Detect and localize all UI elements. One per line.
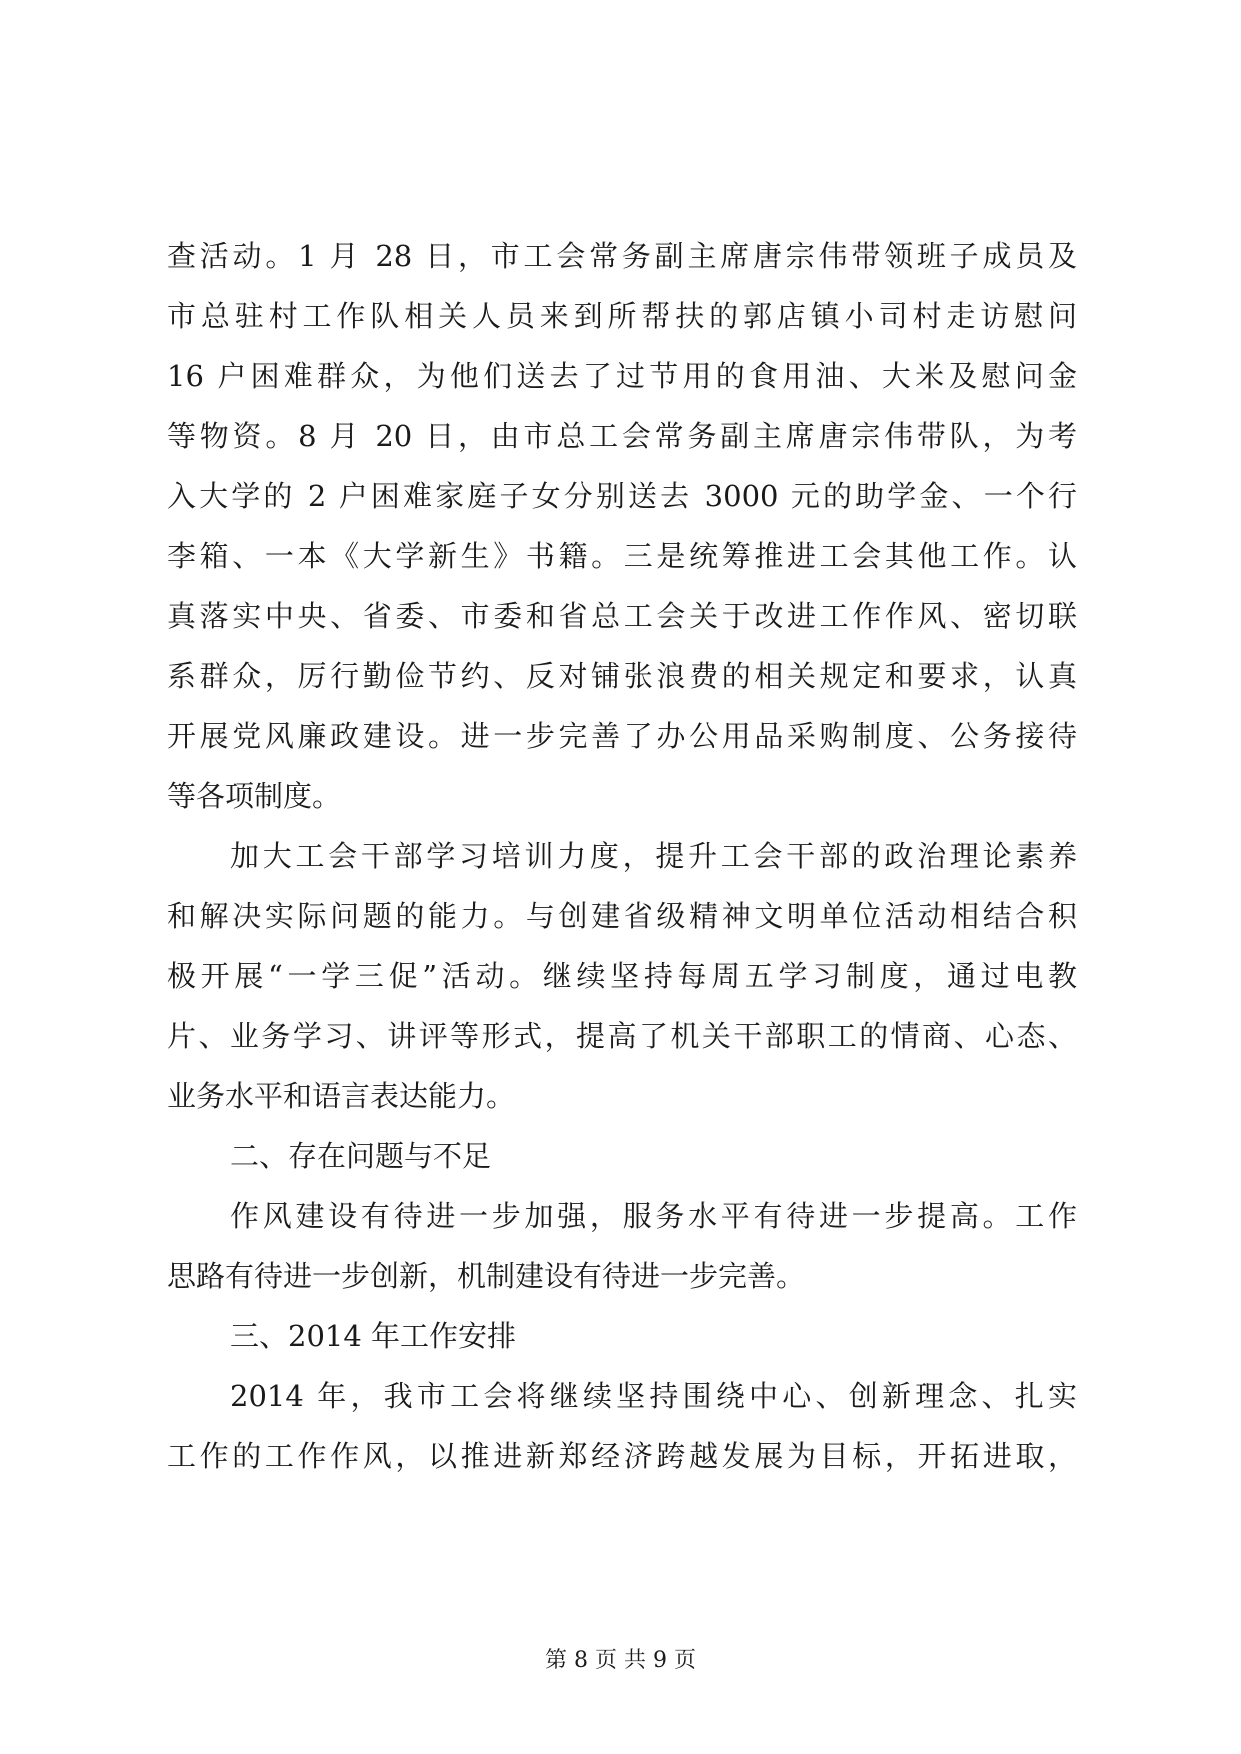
page-number-footer: 第 8 页 共 9 页 (545, 1648, 696, 1673)
section-heading: 二、存在问题与不足 (230, 1139, 492, 1173)
text-line: 16 户困难群众，为他们送去了过节用的食用油、大米及慰问金 (167, 359, 1077, 393)
text-line: 入大学的 2 户困难家庭子女分别送去 3000 元的助学金、一个行 (167, 479, 1077, 513)
text-line: 业务水平和语言表达能力。 (167, 1079, 516, 1113)
text-line: 查活动。1 月 28 日，市工会常务副主席唐宗伟带领班子成员及 (167, 239, 1077, 273)
text-line: 等物资。8 月 20 日，由市总工会常务副主席唐宗伟带队，为考 (167, 419, 1077, 453)
text-line: 真落实中央、省委、市委和省总工会关于改进工作作风、密切联 (167, 599, 1077, 633)
text-line: 思路有待进一步创新，机制建设有待进一步完善。 (167, 1259, 806, 1293)
text-line: 市总驻村工作队相关人员来到所帮扶的郭店镇小司村走访慰问 (167, 299, 1077, 333)
text-line: 等各项制度。 (167, 779, 342, 813)
text-line: 和解决实际问题的能力。与创建省级精神文明单位活动相结合积 (167, 899, 1077, 933)
text-line: 李箱、一本《大学新生》书籍。三是统筹推进工会其他工作。认 (167, 539, 1077, 573)
text-line: 工作的工作作风，以推进新郑经济跨越发展为目标，开拓进取， (167, 1439, 1077, 1473)
text-line: 片、业务学习、讲评等形式，提高了机关干部职工的情商、心态、 (167, 1019, 1077, 1053)
document-body (167, 226, 1077, 1486)
text-line: 极开展“一学三促”活动。继续坚持每周五学习制度，通过电教 (167, 959, 1077, 993)
text-line: 系群众，厉行勤俭节约、反对铺张浪费的相关规定和要求，认真 (167, 659, 1077, 693)
paragraph-first-line: 作风建设有待进一步加强，服务水平有待进一步提高。工作 (230, 1199, 1077, 1233)
text-line: 开展党风廉政建设。进一步完善了办公用品采购制度、公务接待 (167, 719, 1077, 753)
paragraph-first-line: 2014 年，我市工会将继续坚持围绕中心、创新理念、扎实 (230, 1379, 1077, 1413)
section-heading: 三、2014 年工作安排 (230, 1319, 517, 1353)
paragraph-first-line: 加大工会干部学习培训力度，提升工会干部的政治理论素养 (230, 839, 1077, 873)
